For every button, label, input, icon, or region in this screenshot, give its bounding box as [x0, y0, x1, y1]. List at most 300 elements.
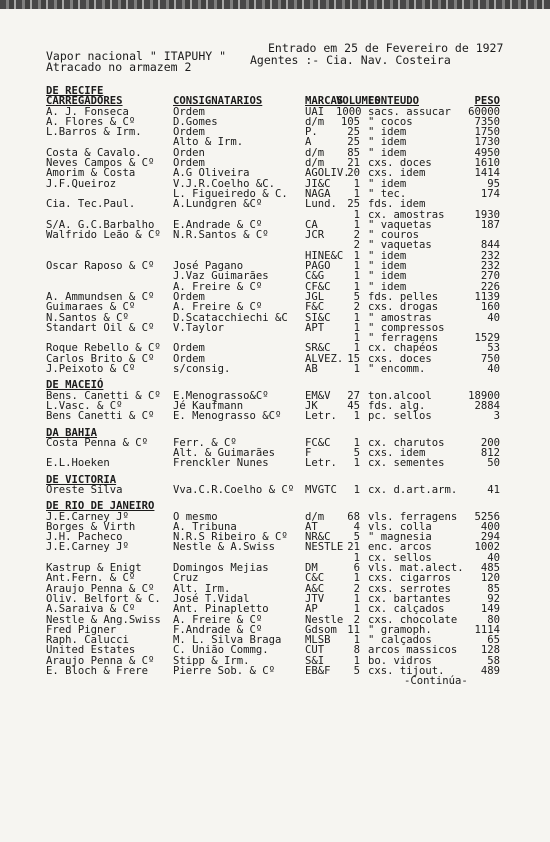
consignee-cell: A. Freire & Cº — [173, 280, 263, 293]
column-header-contents: CONTEUDO — [368, 95, 420, 108]
consignee-cell: O mesmo — [173, 510, 218, 523]
volume-qty-cell: 5 — [353, 447, 360, 460]
consignee-cell: Frenckler Nunes — [173, 457, 269, 470]
shipper-cell: E.L.Hoeken — [46, 457, 110, 470]
table-row — [46, 458, 516, 468]
mark-cell: C&C — [305, 572, 325, 585]
volume-qty-cell: 25 — [347, 198, 360, 211]
volume-qty-cell: 1 — [353, 218, 360, 231]
mark-cell: F — [305, 447, 312, 460]
volume-qty-cell: 2 — [353, 301, 360, 314]
volume-qty-cell: 1 — [353, 270, 360, 283]
shipper-cell: J.Peixoto & Cº — [46, 363, 136, 376]
shipper-cell: J.E.Carney Jº — [46, 541, 129, 554]
weight-cell: 200 — [480, 436, 500, 449]
content-cell: cxs. doces — [368, 352, 432, 365]
consignee-cell: V.J.R.Coelho &C. — [173, 177, 276, 190]
weight-cell: 1002 — [474, 541, 500, 554]
mark-cell: CA — [305, 218, 318, 231]
mark-cell: d/m — [305, 157, 325, 170]
volume-qty-cell: 68 — [347, 510, 360, 523]
consignee-cell: Pierre Sob. & Cº — [173, 665, 276, 678]
mark-cell: ALVEZ. — [305, 352, 344, 365]
shipper-cell: Neves Campos & Cº — [46, 157, 155, 170]
consignee-cell: Jé Kaufmann — [173, 399, 244, 412]
mark-cell: SR&C — [305, 342, 331, 355]
volume-qty-cell: 20 — [347, 167, 360, 180]
table-row — [46, 323, 516, 333]
mark-cell: S&I — [305, 654, 325, 667]
consignee-cell: Alt. Irm. — [173, 582, 231, 595]
volume-qty-cell: 1 — [353, 321, 360, 334]
content-cell: cx. charutos — [368, 436, 445, 449]
agents-line: Agentes :- Cia. Nav. Costeira — [250, 53, 451, 67]
consignee-cell: D.Scatacchiechi &C — [173, 311, 288, 324]
shipper-cell: Araujo Penna & Cº — [46, 654, 155, 667]
shipper-cell: Raph. Calucci — [46, 634, 129, 647]
consignee-cell: A. Freire & Cº — [173, 613, 263, 626]
consignee-cell: Vva.C.R.Coelho & Cº — [173, 483, 295, 496]
shipper-cell: A. Flores & Cº — [46, 115, 136, 128]
content-cell: cx. calçados — [368, 603, 445, 616]
consignee-cell: Stipp & Irm. — [173, 654, 250, 667]
consignee-cell: José T.Vidal — [173, 592, 250, 605]
table-row — [46, 302, 516, 312]
volume-qty-cell: 1000 — [336, 105, 362, 118]
mark-cell: UAI — [305, 105, 325, 118]
consignee-cell: Ordem — [173, 290, 205, 303]
weight-cell: 3 — [493, 410, 500, 423]
volume-qty-cell: 1 — [353, 187, 360, 200]
content-cell: cx. bartantes — [368, 592, 451, 605]
content-cell: " idem — [368, 260, 407, 273]
section-title: DE MACEIÓ — [46, 379, 104, 392]
shipper-cell: Cia. Tec.Paul. — [46, 198, 136, 211]
consignee-cell: Ordem — [173, 342, 205, 355]
mark-cell: AT — [305, 520, 318, 533]
weight-cell: 232 — [480, 249, 500, 262]
mark-cell: d/m — [305, 115, 325, 128]
volume-qty-cell: 1 — [353, 572, 360, 585]
content-cell: " gramoph. — [368, 623, 432, 636]
volume-qty-cell: 2 — [353, 613, 360, 626]
mark-cell: MVGTC — [305, 483, 337, 496]
consignee-cell: C. União Commg. — [173, 644, 269, 657]
volume-qty-cell: 1 — [353, 260, 360, 273]
mark-cell: EM&V — [305, 389, 331, 402]
volume-qty-cell: 1 — [353, 603, 360, 616]
content-cell: sacs. assucar — [368, 105, 451, 118]
weight-cell: 232 — [480, 260, 500, 273]
volume-qty-cell: 25 — [347, 126, 360, 139]
weight-cell: 41 — [487, 483, 500, 496]
content-cell: " couros — [368, 229, 420, 242]
content-cell: " tec. — [368, 187, 407, 200]
weight-cell: 85 — [487, 582, 500, 595]
consignee-cell: J.Vaz Guimarães — [173, 270, 269, 283]
table-row — [46, 127, 516, 137]
weight-cell: 40 — [487, 551, 500, 564]
volume-qty-cell: 1 — [353, 208, 360, 221]
mark-cell: SI&C — [305, 311, 331, 324]
manifest-header — [46, 42, 516, 78]
content-cell: " magnesia — [368, 531, 432, 544]
content-cell: " idem — [368, 270, 407, 283]
mark-cell: AGOLIV. — [305, 167, 350, 180]
volume-qty-cell: 4 — [353, 520, 360, 533]
weight-cell: 750 — [480, 352, 500, 365]
manifest-body — [46, 86, 516, 687]
mark-cell: d/m — [305, 510, 325, 523]
content-cell: " idem — [368, 280, 407, 293]
content-cell: " idem — [368, 177, 407, 190]
weight-cell: 226 — [480, 280, 500, 293]
consignee-cell: F.Andrade & Cº — [173, 623, 263, 636]
consignee-cell: M. L. Silva Braga — [173, 634, 282, 647]
content-cell: cxs. serrotes — [368, 582, 451, 595]
shipper-cell: Oscar Raposo & Cº — [46, 260, 155, 273]
volume-qty-cell: 2 — [353, 582, 360, 595]
mark-cell: JCR — [305, 229, 325, 242]
consignee-cell: E. Menograsso &Cº — [173, 410, 282, 423]
shipper-cell: Carlos Brito & Cº — [46, 352, 155, 365]
volume-qty-cell: 5 — [353, 290, 360, 303]
weight-cell: 174 — [480, 187, 500, 200]
content-cell: vls. colla — [368, 520, 432, 533]
mark-cell: CUT — [305, 644, 325, 657]
shipper-cell: Nestle & Ang.Swiss — [46, 613, 161, 626]
shipper-cell: Guimaraes & Cº — [46, 301, 136, 314]
table-row — [46, 448, 516, 458]
shipper-cell: Bens. Canetti & Cº — [46, 389, 161, 402]
content-cell: " amostras — [368, 311, 432, 324]
shipper-cell: Amorim & Costa — [46, 167, 136, 180]
mark-cell: HINE&C — [305, 249, 344, 262]
content-cell: " ferragens — [368, 332, 439, 345]
content-cell: " compressos — [368, 321, 445, 334]
shipper-cell: Standart Oil & Cº — [46, 321, 155, 334]
table-row — [46, 261, 516, 271]
column-header-marks: MARCAS — [305, 95, 344, 108]
weight-cell: 5256 — [474, 510, 500, 523]
consignee-cell: Alt. & Guimarães — [173, 447, 276, 460]
volume-qty-cell: 21 — [347, 157, 360, 170]
content-cell: " idem — [368, 146, 407, 159]
shipper-cell: Kastrup & Enigt — [46, 562, 142, 575]
mark-cell: Letr. — [305, 410, 337, 423]
column-header-consignees: CONSIGNATARIOS — [173, 95, 263, 108]
content-cell: " idem — [368, 249, 407, 262]
berth-line: Atracado no armazem 2 — [46, 60, 192, 74]
weight-cell: 40 — [487, 311, 500, 324]
shipper-cell: A. J. Fonseca — [46, 105, 129, 118]
section-title: DE RIO DE JANEIRO — [46, 500, 155, 513]
volume-qty-cell: 1 — [353, 592, 360, 605]
table-row — [46, 168, 516, 178]
volume-qty-cell: 6 — [353, 562, 360, 575]
volume-qty-cell: 15 — [347, 352, 360, 365]
weight-cell: 149 — [480, 603, 500, 616]
mark-cell: MLSB — [305, 634, 331, 647]
weight-cell: 65 — [487, 634, 500, 647]
volume-qty-cell: 1 — [353, 410, 360, 423]
mark-cell: AB — [305, 363, 318, 376]
weight-cell: 812 — [480, 447, 500, 460]
volume-qty-cell: 11 — [347, 623, 360, 636]
content-cell: cx. sementes — [368, 457, 445, 470]
weight-cell: 489 — [480, 665, 500, 678]
consignee-cell: Domingos Mejias — [173, 562, 269, 575]
volume-qty-cell: 1 — [353, 311, 360, 324]
consignee-cell: Ordem — [173, 157, 205, 170]
shipper-cell: N.Santos & Cº — [46, 311, 129, 324]
shipper-cell: E. Bloch & Frere — [46, 665, 149, 678]
table-row — [46, 485, 516, 495]
consignee-cell: José Pagano — [173, 260, 244, 273]
volume-qty-cell: 1 — [353, 483, 360, 496]
content-cell: vls. mat.alect. — [368, 562, 464, 575]
shipper-cell: Oliv. Belfort & C. — [46, 592, 161, 605]
volume-qty-cell: 45 — [347, 399, 360, 412]
weight-cell: 160 — [480, 301, 500, 314]
mark-cell: C&G — [305, 270, 325, 283]
weight-cell: 128 — [480, 644, 500, 657]
volume-qty-cell: 1 — [353, 177, 360, 190]
weight-cell: 95 — [487, 177, 500, 190]
consignee-cell: Ordem — [173, 352, 205, 365]
shipper-cell: J.F.Queiroz — [46, 177, 117, 190]
volume-qty-cell: 27 — [347, 389, 360, 402]
shipper-cell: S/A. G.C.Barbalho — [46, 218, 155, 231]
volume-qty-cell: 1 — [353, 654, 360, 667]
mark-cell: APT — [305, 321, 325, 334]
weight-cell: 1414 — [474, 167, 500, 180]
consignee-cell: A. Freire & Cº — [173, 301, 263, 314]
shipper-cell: L.Barros & Irm. — [46, 126, 142, 139]
content-cell: cx. sellos — [368, 551, 432, 564]
weight-cell: 120 — [480, 572, 500, 585]
consignee-cell: Cruz — [173, 572, 199, 585]
content-cell: fds. alg. — [368, 399, 426, 412]
weight-cell: 1750 — [474, 126, 500, 139]
mark-cell: JI&C — [305, 177, 331, 190]
volume-qty-cell: 1 — [353, 249, 360, 262]
shipper-cell: Bens Canetti & Cº — [46, 410, 155, 423]
table-row — [46, 271, 516, 281]
table-row — [46, 615, 516, 625]
weight-cell: 18900 — [468, 389, 500, 402]
entry-date-line: Entrado em 25 de Fevereiro de 1927 — [268, 41, 504, 55]
consignee-cell: Ant. Pinapletto — [173, 603, 269, 616]
content-cell: enc. arcos — [368, 541, 432, 554]
weight-cell: 187 — [480, 218, 500, 231]
consignee-cell: A. Tribuna — [173, 520, 237, 533]
mark-cell: JTV — [305, 592, 325, 605]
shipper-cell: United Estates — [46, 644, 136, 657]
volume-qty-cell: 25 — [347, 136, 360, 149]
shipper-cell: J.H. Pacheco — [46, 531, 123, 544]
content-cell: vls. ferragens — [368, 510, 458, 523]
content-cell: cxs. doces — [368, 157, 432, 170]
weight-cell: 1610 — [474, 157, 500, 170]
shipper-cell: Costa & Cavalo. — [46, 146, 142, 159]
consignee-cell: N.R.S Ribeiro & Cº — [173, 531, 288, 544]
weight-cell: 844 — [480, 239, 500, 252]
consignee-cell: Ordem — [173, 126, 205, 139]
content-cell: cxs. idem — [368, 447, 426, 460]
consignee-cell: E.Menograsso&Cº — [173, 389, 269, 402]
table-row — [46, 542, 516, 552]
shipper-cell: Fred Pigner — [46, 623, 117, 636]
consignee-cell: Nestle & A.Swiss — [173, 541, 276, 554]
section-title: DA BAHIA — [46, 426, 98, 439]
shipper-cell: A.Saraiva & Cº — [46, 603, 136, 616]
content-cell: " cocos — [368, 115, 413, 128]
continues-footer — [46, 676, 516, 687]
consignee-cell: N.R.Santos & Cº — [173, 229, 269, 242]
column-header-shippers: CARREGADORES — [46, 95, 123, 108]
section-title: DE RECIFE — [46, 85, 104, 97]
weight-cell: 50 — [487, 457, 500, 470]
table-row — [46, 240, 516, 250]
weight-cell: 53 — [487, 342, 500, 355]
volume-qty-cell: 8 — [353, 644, 360, 657]
column-header-weight: PESO — [474, 95, 500, 108]
shipper-cell: Borges & Virth — [46, 520, 136, 533]
shipper-cell: Oreste Silva — [46, 483, 123, 496]
weight-cell: 400 — [480, 520, 500, 533]
weight-cell: 294 — [480, 531, 500, 544]
weight-cell: 1930 — [474, 208, 500, 221]
table-row — [46, 438, 516, 448]
shipper-cell: L.Vasc. & Cº — [46, 399, 123, 412]
volume-qty-cell: 1 — [353, 332, 360, 345]
weight-cell: 4950 — [474, 146, 500, 159]
content-cell: fds. pelles — [368, 290, 439, 303]
volume-qty-cell: 2 — [353, 229, 360, 242]
mark-cell: NAGA — [305, 187, 331, 200]
volume-qty-cell: 1 — [353, 436, 360, 449]
mark-cell: Nestle — [305, 613, 344, 626]
weight-cell: 60000 — [468, 105, 500, 118]
mark-cell: NR&C — [305, 531, 331, 544]
content-cell: cxs. idem — [368, 167, 426, 180]
content-cell: " vaquetas — [368, 239, 432, 252]
consignee-cell: Alto & Irm. — [173, 136, 244, 149]
shipper-cell: Walfrido Leão & Cº — [46, 229, 161, 242]
mark-cell: EB&F — [305, 665, 331, 678]
content-cell: " encomm. — [368, 363, 426, 376]
content-cell: " idem — [368, 136, 407, 149]
mark-cell: AP — [305, 603, 318, 616]
continues-text: -Continúa- — [404, 675, 468, 688]
weight-cell: 80 — [487, 613, 500, 626]
weight-cell: 2884 — [474, 399, 500, 412]
consignee-cell: E.Andrade & Cº — [173, 218, 263, 231]
content-cell: " vaquetas — [368, 218, 432, 231]
weight-cell: 92 — [487, 592, 500, 605]
content-cell: cxs. tijout. — [368, 665, 445, 678]
table-row — [46, 199, 516, 209]
content-cell: cxs. drogas — [368, 301, 439, 314]
mark-cell: FC&C — [305, 436, 331, 449]
weight-cell: 40 — [487, 363, 500, 376]
weight-cell: 7350 — [474, 115, 500, 128]
mark-cell: Letr. — [305, 457, 337, 470]
scan-edge — [0, 0, 550, 9]
mark-cell: Gdsom — [305, 623, 337, 636]
consignee-cell: A.Lundgren &Cº — [173, 198, 263, 211]
vessel-line: Vapor nacional " ITAPUHY " — [46, 49, 227, 63]
mark-cell: DM — [305, 562, 318, 575]
content-cell: fds. idem — [368, 198, 426, 211]
weight-cell: 1730 — [474, 136, 500, 149]
mark-cell: d/m — [305, 146, 325, 159]
mark-cell: JK — [305, 399, 318, 412]
consignee-cell: s/consig. — [173, 363, 231, 376]
content-cell: pc. sellos — [368, 410, 432, 423]
mark-cell: F&C — [305, 301, 325, 314]
consignee-cell: Ferr. & Cº — [173, 436, 237, 449]
content-cell: arcos massicos — [368, 644, 458, 657]
mark-cell: PAGO — [305, 260, 331, 273]
mark-cell: CF&C — [305, 280, 331, 293]
volume-qty-cell: 1 — [353, 280, 360, 293]
weight-cell: 270 — [480, 270, 500, 283]
consignee-cell: L. Figueiredo & C. — [173, 187, 288, 200]
volume-qty-cell: 1 — [353, 634, 360, 647]
weight-cell: 58 — [487, 654, 500, 667]
table-row — [46, 364, 516, 374]
consignee-cell: Ordem — [173, 105, 205, 118]
mark-cell: P. — [305, 126, 318, 139]
volume-qty-cell: 1 — [353, 342, 360, 355]
mark-cell: Lund. — [305, 198, 337, 211]
volume-qty-cell: 5 — [353, 531, 360, 544]
weight-cell: 1139 — [474, 290, 500, 303]
consignee-cell: D.Gomes — [173, 115, 218, 128]
content-cell: cx. d.art.arm. — [368, 483, 458, 496]
mark-cell: A&C — [305, 582, 325, 595]
content-cell: " calçados — [368, 634, 432, 647]
content-cell: cxs. cigarros — [368, 572, 451, 585]
weight-cell: 1529 — [474, 332, 500, 345]
shipper-cell: Ant.Fern. & Cº — [46, 572, 136, 585]
content-cell: ton.alcool — [368, 389, 432, 402]
content-cell: cx. amostras — [368, 208, 445, 221]
table-row — [46, 230, 516, 240]
consignee-cell: V.Taylor — [173, 321, 225, 334]
shipper-cell: Roque Rebello & Cº — [46, 342, 161, 355]
volume-qty-cell: 1 — [353, 457, 360, 470]
table-row — [46, 411, 516, 421]
column-header-volumes: VOLUMES — [336, 95, 381, 108]
shipper-cell: J.E.Carney Jº — [46, 510, 129, 523]
weight-cell: 1114 — [474, 623, 500, 636]
volume-qty-cell: 2 — [353, 239, 360, 252]
section-title: DE VICTORIA — [46, 473, 117, 486]
mark-cell: A — [305, 136, 312, 149]
consignee-cell: A.G Oliveira — [173, 167, 250, 180]
shipper-cell: Costa Penna & Cº — [46, 436, 149, 449]
volume-qty-cell: 5 — [353, 665, 360, 678]
volume-qty-cell: 85 — [347, 146, 360, 159]
weight-cell: 485 — [480, 562, 500, 575]
shipper-cell: A. Ammundsen & Cº — [46, 290, 155, 303]
content-cell: " idem — [368, 126, 407, 139]
mark-cell: JGL — [305, 290, 325, 303]
consignee-cell: Orden — [173, 146, 205, 159]
